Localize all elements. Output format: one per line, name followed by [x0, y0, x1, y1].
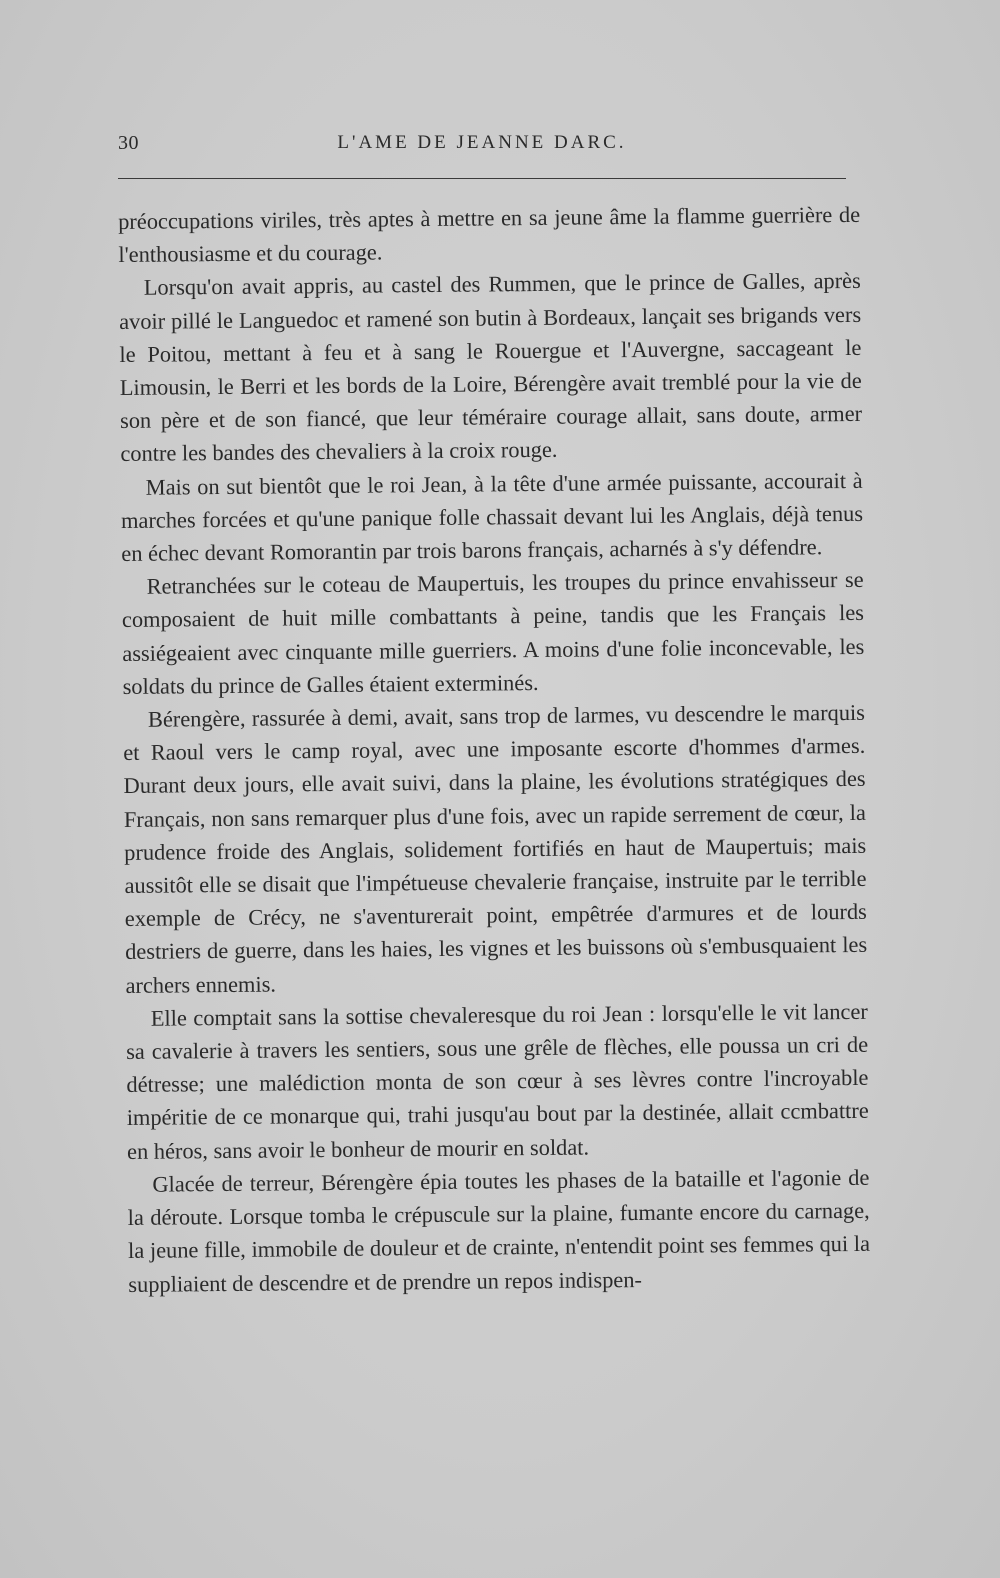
- paragraph: Retranchées sur le coteau de Maupertuis, les troupes du prince envahisseur se composaient de huit mille combattants à peine, tandis que les Français les assiégeaient avec cinquante mille guerriers. A moins d'une folie inconcevable, les soldats du prince de Galles étaient exterminés.: [121, 567, 865, 699]
- paragraph: préoccupations viriles, très aptes à mettre en sa jeune âme la flamme guerrière de l'enthousiasme et du courage.: [118, 201, 861, 268]
- page-number: 30: [118, 132, 139, 154]
- running-title: L'AME DE JEANNE DARC.: [337, 132, 627, 153]
- paragraph: Lorsqu'on avait appris, au castel des Rummen, que le prince de Galles, après avoir pillé le Languedoc et ramené son butin à Bordeaux, lançait ses brigands vers le Poitou, mettant à feu et à sang le Rouergue et l'Auvergne, saccageant le Limousin, le Berri et les bords de la Loire, Bérengère avait tremblé pour la vie de son père et de son fiancé, que leur téméraire courage allait, sans doute, armer contre les bandes des chevaliers à la croix rouge.: [118, 268, 863, 467]
- body-text: [118, 198, 870, 1301]
- page-header: [118, 132, 846, 162]
- paragraph: Bérengère, rassurée à demi, avait, sans trop de larmes, vu descendre le marquis et Raoul vers le camp royal, avec une imposante escorte d'hommes d'armes. Durant deux jours, elle avait suivi, dans la plaine, les évolutions stratégiques des Français, non sans remarquer plus d'une fois, avec un rapide serrement de cœur, la prudence froide des Anglais, solidement fortifiés en haut de Maupertuis; mais aussitôt elle se disait que l'impétueuse chevalerie française, instruite par le terrible exemple de Crécy, ne s'aventurerait point, empêtrée d'armures et de lourds destriers de guerre, dans les haies, les vignes et les buissons où s'embusquaient les archers ennemis.: [123, 699, 868, 998]
- header-rule: [118, 178, 846, 179]
- paragraph: Elle comptait sans la sottise chevaleresque du roi Jean : lorsqu'elle le vit lancer sa cavalerie à travers les sentiers, sous une grêle de flèches, elle poussa un cri de détresse; une malédiction monta de son cœur à ses lèvres contre l'incroyable impéritie de ce monarque qui, trahi jusqu'au bout par la destinée, allait ccmbattre en héros, sans avoir le bonheur de mourir en soldat.: [126, 998, 869, 1164]
- paragraph: Mais on sut bientôt que le roi Jean, à la tête d'une armée puissante, accourait à marches forcées et qu'une panique folle chassait devant lui les Anglais, déjà tenus en échec devant Romorantin par trois barons français, acharnés à s'y défendre.: [120, 467, 864, 567]
- paragraph: Glacée de terreur, Bérengère épia toutes les phases de la bataille et l'agonie de la déroute. Lorsque tomba le crépuscule sur la plaine, fumante encore du carnage, la jeune fille, immobile de douleur et de crainte, n'entendit point ses femmes qui la suppliaient de descendre et de prendre un repos indispen-: [127, 1164, 871, 1297]
